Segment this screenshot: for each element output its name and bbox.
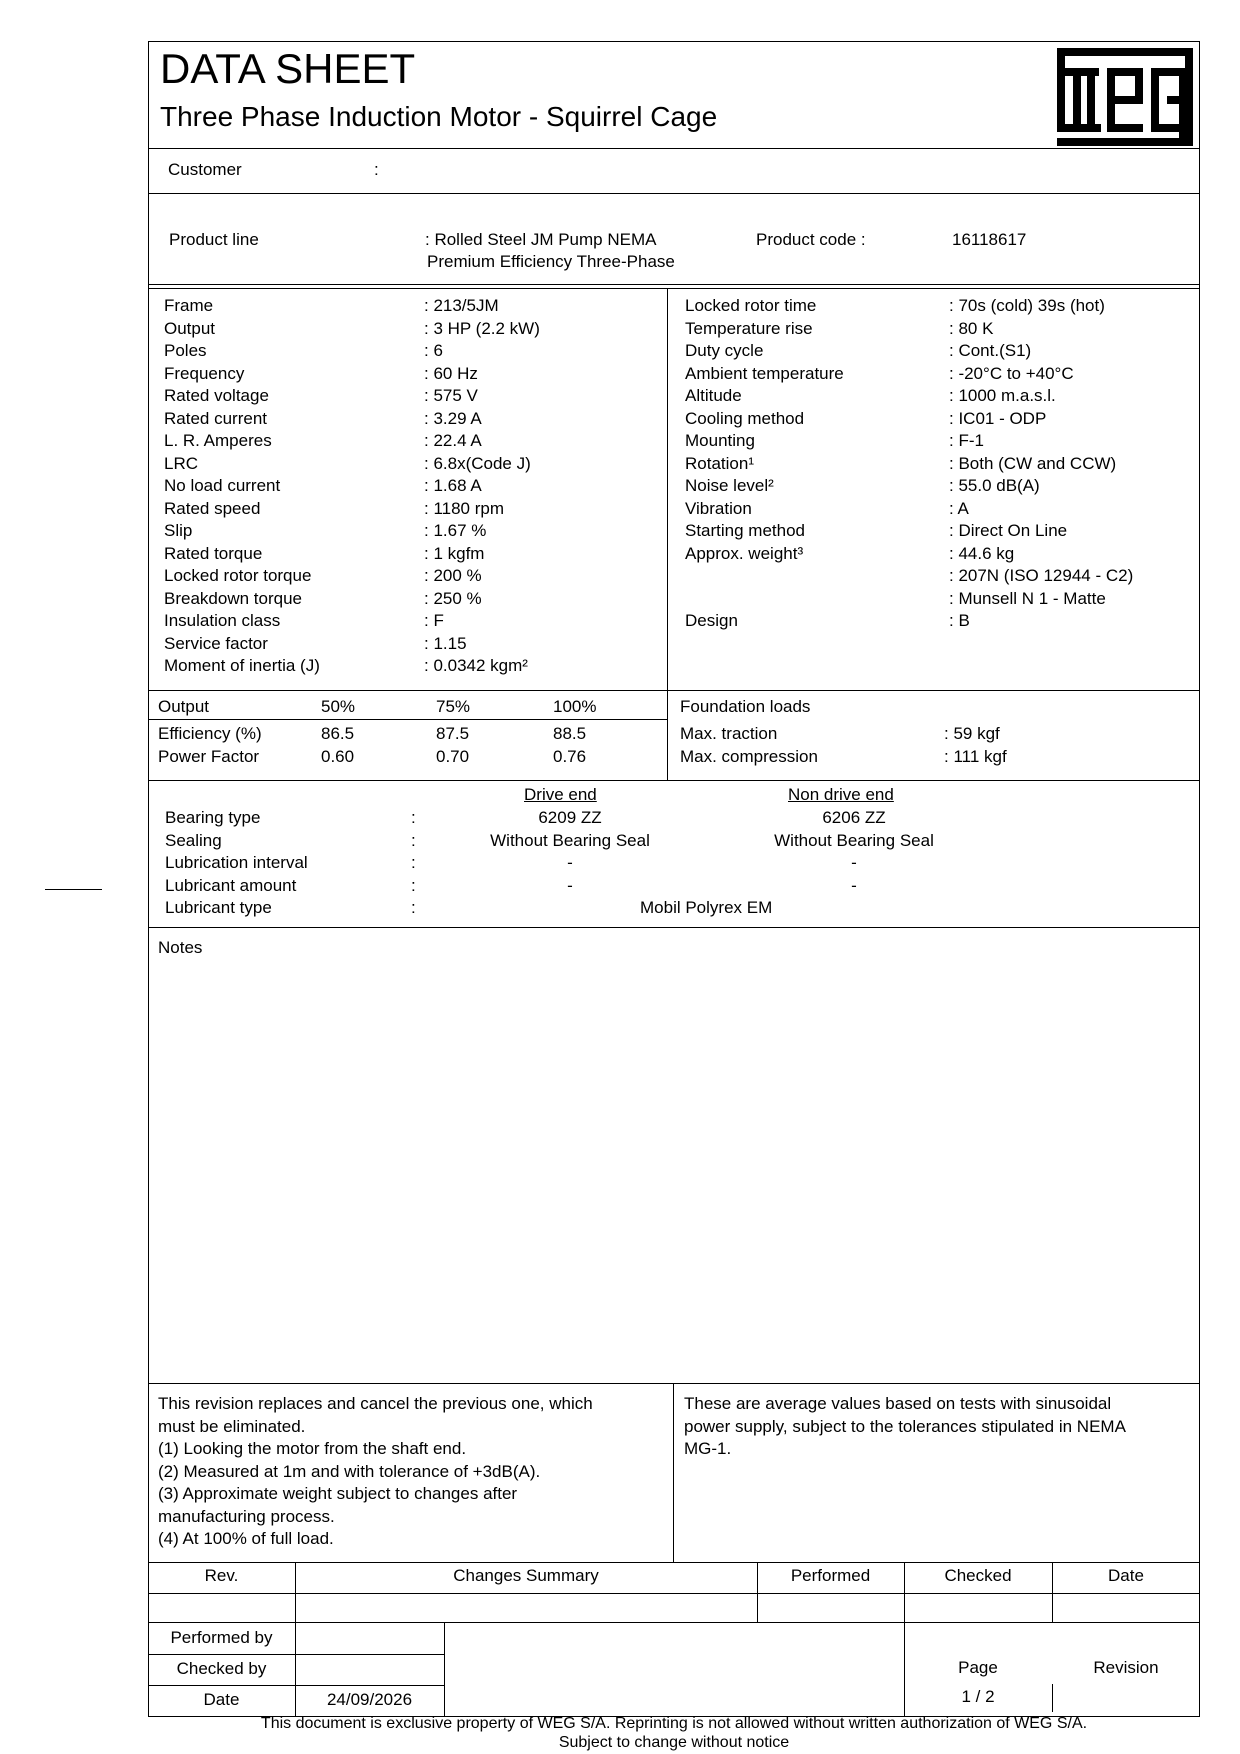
spec-label: LRC [164,453,199,473]
spec-value: : 22.4 A [424,431,482,450]
spec-value: : 6 [424,341,443,360]
lubricant-type-value: Mobil Polyrex EM [640,898,773,917]
non-drive-end-header: Non drive end [788,785,894,804]
bearing-de-value: - [567,875,573,895]
bearing-sep: : [411,830,416,850]
spec-label: Vibration [685,498,752,518]
perf-header-75: 75% [436,697,471,716]
drive-end-header: Drive end [524,785,597,804]
footnote-line: must be eliminated. [158,1416,306,1436]
spec-value: : 44.6 kg [949,543,1015,563]
spec-value: : 3 HP (2.2 kW) [424,318,540,338]
spec-value: : 1 kgfm [424,543,485,563]
spec-value: : 1.15 [424,633,467,653]
footnotes-left [158,1393,593,1551]
spec-label: Altitude [685,386,742,405]
footnote-line: MG-1. [684,1439,732,1458]
checked-header: Checked [944,1566,1012,1585]
bearing-sep: : [411,808,416,827]
spec-value: : -20°C to +40°C [949,363,1074,383]
bearing-sep: : [411,853,416,872]
spec-value: : 207N (ISO 12944 - C2) [949,566,1134,585]
foundation-label: Max. compression [680,747,818,766]
bearing-label: Lubrication interval [165,853,308,872]
spec-label: Breakdown torque [164,588,302,608]
divider [148,1685,444,1686]
customer-sep: : [374,160,379,179]
weg-logo [1057,48,1193,146]
bearing-nde-value: - [851,853,857,872]
footnote-line: power supply, subject to the tolerances stipulated in NEMA [684,1416,1126,1436]
date-header: Date [1108,1566,1144,1585]
page-label: Page [958,1658,998,1677]
spec-label: Locked rotor torque [164,566,312,585]
rev-header: Rev. [204,1566,239,1585]
spec-value: : 1.67 % [424,521,487,540]
spec-value: : 200 % [424,566,482,585]
divider [148,927,1200,928]
divider [673,1383,674,1562]
page-subtitle: Three Phase Induction Motor - Squirrel Cage [160,101,718,132]
spec-label: Ambient temperature [685,363,844,383]
spec-value: : 6.8x(Code J) [424,453,531,473]
bearing-sep: : [411,875,416,895]
perf-header-output: Output [158,697,210,716]
product-line-value-2: Premium Efficiency Three-Phase [427,252,675,271]
spec-label: Rated torque [164,543,263,563]
spec-value: : Both (CW and CCW) [949,453,1117,473]
performed-by-label: Performed by [170,1628,273,1647]
perf-header-50: 50% [321,697,356,716]
spec-label: Poles [164,341,207,360]
product-code-value: 16118617 [952,230,1027,249]
bearing-nde-value: Without Bearing Seal [774,830,934,850]
spec-value: : 575 V [424,386,478,405]
foundation-label: Max. traction [680,724,778,743]
perf-row-value: 87.5 [436,724,470,743]
spec-label: Starting method [685,521,806,540]
perf-row-label: Efficiency (%) [158,724,262,743]
spec-value: : 3.29 A [424,408,482,428]
spec-value: : Cont.(S1) [949,341,1032,360]
spec-label: Noise level² [685,476,774,495]
perf-row-value: 88.5 [553,724,587,743]
divider [148,193,1200,194]
spec-label: Service factor [164,633,268,653]
spec-label: Output [164,318,216,338]
spec-value: : F-1 [949,431,984,450]
bearing-label: Sealing [165,830,222,850]
spec-value: : 1000 m.a.s.l. [949,386,1056,405]
footnote-line: manufacturing process. [158,1506,335,1526]
bearing-label: Bearing type [165,808,261,827]
divider [148,288,1200,289]
page-title: DATA SHEET [160,45,416,92]
spec-label: Rated current [164,408,267,428]
bearing-de-value: - [567,853,573,872]
bearing-nde-value: - [851,875,857,895]
spec-label: Duty cycle [685,341,764,360]
foundation-title: Foundation loads [680,697,811,716]
changes-summary-header: Changes Summary [453,1566,599,1585]
spec-value: : 1180 rpm [424,498,505,518]
spec-label: Insulation class [164,611,281,630]
spec-value: : 250 % [424,588,482,608]
lubricant-type-label: Lubricant type [165,898,272,917]
bearing-nde-value: 6206 ZZ [822,808,886,827]
spec-label: Cooling method [685,408,805,428]
customer-label: Customer [168,160,242,179]
date-value: 24/09/2026 [326,1690,413,1709]
divider [148,284,1200,285]
foundation-value: : 111 kgf [944,747,1007,766]
spec-label: Frame [164,296,214,315]
perf-row-value: 86.5 [321,724,355,743]
perf-row-value: 0.60 [321,747,355,766]
spec-label: Moment of inertia (J) [164,656,320,675]
divider [444,1622,445,1717]
lubricant-type-sep: : [411,898,416,917]
bearing-de-value: 6209 ZZ [538,808,602,827]
perf-row-label: Power Factor [158,747,260,766]
divider [148,1562,1200,1563]
footnote-line: (4) At 100% of full load. [158,1529,334,1548]
footer-notice: Subject to change without notice [558,1734,790,1751]
footnote-line: This revision replaces and cancel the previous one, which [158,1394,593,1413]
footer-disclaimer: This document is exclusive property of WEG S/A. Reprinting is not allowed without written authorization of WEG S/A. [260,1715,1088,1732]
performed-header: Performed [790,1566,871,1585]
spec-label: Temperature rise [685,318,813,338]
spec-value: : B [949,611,970,630]
spec-label: L. R. Amperes [164,431,272,450]
page-value: 1 / 2 [961,1687,995,1706]
margin-mark [45,889,102,890]
notes-title: Notes [158,938,203,957]
divider [148,1383,1200,1384]
footnote-line: (2) Measured at 1m and with tolerance of +3dB(A). [158,1461,541,1481]
divider [148,148,1200,149]
spec-value: : 1.68 A [424,476,482,495]
spec-value: : A [949,498,969,518]
spec-value: : IC01 - ODP [949,408,1047,428]
footnotes-right [684,1393,1126,1461]
divider [148,719,667,720]
bearing-label: Lubricant amount [165,875,297,895]
divider [148,780,1200,781]
revision-label: Revision [1093,1658,1159,1677]
divider [148,690,1200,691]
spec-value: : 60 Hz [424,363,478,383]
divider [148,1622,1200,1623]
spec-value: : Munsell N 1 - Matte [949,588,1106,608]
checked-by-label: Checked by [176,1659,267,1678]
spec-label: Locked rotor time [685,296,817,315]
product-line-value-1: : Rolled Steel JM Pump NEMA [425,230,657,249]
spec-value: : Direct On Line [949,521,1068,540]
product-code-label: Product code : [756,230,866,249]
spec-label: Approx. weight³ [685,543,804,563]
spec-value: : 55.0 dB(A) [949,476,1040,495]
spec-value: : 70s (cold) 39s (hot) [949,296,1105,315]
spec-label: Mounting [685,431,755,450]
spec-value: : 80 K [949,318,994,338]
bearing-de-value: Without Bearing Seal [490,830,650,850]
spec-value: : 213/5JM [424,296,499,315]
divider [148,1654,444,1655]
divider [667,288,668,780]
footnote-line: (1) Looking the motor from the shaft end. [158,1439,467,1458]
spec-label: Frequency [164,363,245,383]
divider [148,1593,1200,1594]
spec-label: Slip [164,521,193,540]
foundation-value: : 59 kgf [944,724,1000,743]
perf-row-value: 0.76 [553,747,587,766]
spec-value: : F [424,611,444,630]
product-line-label: Product line [169,230,259,249]
perf-row-value: 0.70 [436,747,470,766]
footnote-line: These are average values based on tests with sinusoidal [684,1394,1112,1413]
date-label: Date [203,1690,240,1709]
spec-label: Rated voltage [164,386,269,405]
divider [1052,1684,1053,1712]
spec-label: Rotation¹ [685,453,754,473]
spec-label: Rated speed [164,498,261,518]
perf-header-100: 100% [553,697,597,716]
spec-value: : 0.0342 kgm² [424,656,528,675]
spec-label: Design [685,611,738,630]
footnote-line: (3) Approximate weight subject to changes after [158,1484,518,1503]
spec-label: No load current [164,476,281,495]
